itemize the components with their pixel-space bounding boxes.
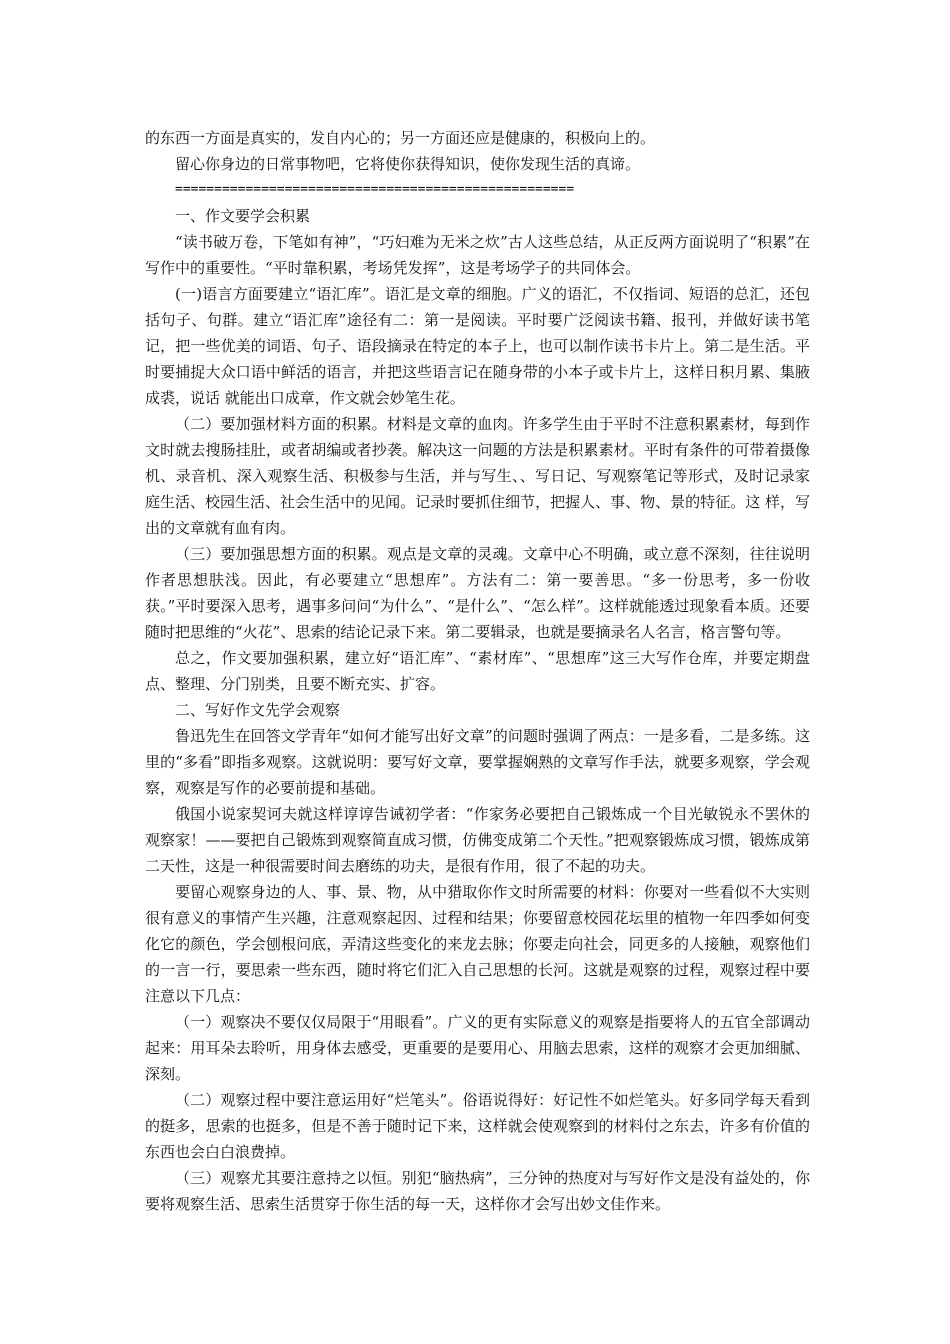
paragraph: （一）观察决不要仅仅局限于“用眼看”。广义的更有实际意义的观察是指要将人的五官全部调动起来：用耳朵去聆听，用身体去感受，更重要的是要用心、用脑去思索，这样的观察才会更加细腻、深刻。: [145, 1013, 810, 1083]
section-heading: 二、写好作文先学会观察: [175, 701, 341, 719]
section-divider: ===================================================: [175, 182, 575, 197]
paragraph: （三）观察尤其要注意持之以恒。别犯“脑热病”，三分钟的热度对与写好作文是没有益处的，你要将观察生活、思索生活贯穿于你生活的每一天，这样你才会写出妙文佳作来。: [145, 1169, 810, 1213]
paragraph: 要留心观察身边的人、事、景、物，从中猎取你作文时所需要的材料：你要对一些看似不大实则很有意义的事情产生兴趣，注意观察起因、过程和结果；你要留意校园花坛里的植物一年四季如何变化它的颜色，学会刨根问底，弄清这些变化的来龙去脉；你要走向社会，同更多的人接触，观察他们的一言一行，要思索一些东西，随时将它们汇入自己思想的长河。这就是观察的过程，观察过程中要注意以下几点：: [145, 883, 810, 1005]
document-page: [145, 125, 810, 1217]
paragraph: 鲁迅先生在回答文学青年“如何才能写出好文章”的问题时强调了两点：一是多看，二是多练。这里的“多看”即指多观察。这就说明：要写好文章，要掌握娴熟的文章写作手法，就要多观察，学会观察，观察是写作的必要前提和基础。: [145, 727, 810, 797]
paragraph: 俄国小说家契诃夫就这样谆谆告诫初学者：“作家务必要把自己锻炼成一个目光敏锐永不罢休的观察家！——要把自己锻炼到观察简直成习惯，仿佛变成第二个天性。”把观察锻炼成习惯，锻炼成第二天性，这是一种很需要时间去磨练的功夫，是很有作用，很了不起的功夫。: [145, 805, 810, 875]
section-heading: 一、作文要学会积累: [175, 207, 311, 225]
paragraph: （二）观察过程中要注意运用好“烂笔头”。俗语说得好：好记性不如烂笔头。好多同学每天看到的挺多，思索的也挺多，但是不善于随时记下来，这样就会使观察到的材料付之东去，许多有价值的东西也会白白浪费掉。: [145, 1091, 810, 1161]
paragraph: (一)语言方面要建立“语汇库”。语汇是文章的细胞。广义的语汇，不仅指词、短语的总汇，还包括句子、句群。建立“语汇库”途径有二：第一是阅读。平时要广泛阅读书籍、报刊，并做好读书笔记，把一些优美的词语、句子、语段摘录在特定的本子上，也可以制作读书卡片上。第二是生活。平时要捕捉大众口语中鲜活的语言，并把这些语言记在随身带的小本子或卡片上，这样日积月累、集腋成裘，说话 就能出口成章，作文就会妙笔生花。: [145, 285, 810, 407]
paragraph: 总之，作文要加强积累，建立好“语汇库”、“素材库”、“思想库”这三大写作仓库，并要定期盘点、整理、分门别类，且要不断充实、扩容。: [145, 649, 810, 693]
paragraph: （三）要加强思想方面的积累。观点是文章的灵魂。文章中心不明确，或立意不深刻，往往说明作者思想肤浅。因此，有必要建立“思想库”。方法有二：第一要善思。“多一份思考，多一份收获。”平时要深入思考，遇事多问问“为什么”、“是什么”、“怎么样”。这样就能透过现象看本质。还要随时把思维的“火花”、思索的结论记录下来。第二要辑录，也就是要摘录名人名言，格言警句等。: [145, 545, 810, 641]
paragraph: “读书破万卷，下笔如有神”，“巧妇难为无米之炊”古人这些总结，从正反两方面说明了“积累”在写作中的重要性。“平时靠积累，考场凭发挥”，这是考场学子的共同体会。: [145, 233, 810, 277]
paragraph-continuation: 的东西一方面是真实的，发自内心的；另一方面还应是健康的，积极向上的。: [145, 129, 656, 147]
paragraph: （二）要加强材料方面的积累。材料是文章的血肉。许多学生由于平时不注意积累素材，每到作文时就去搜肠挂肚，或者胡编或者抄袭。解决这一问题的方法是积累素材。平时有条件的可带着摄像机、录音机、深入观察生活、积极参与生活，并与写生、、写日记、写观察笔记等形式，及时记录家庭生活、校园生活、社会生活中的见闻。记录时要抓住细节，把握人、事、物、景的特征。这 样，写出的文章就有血有肉。: [145, 415, 810, 537]
paragraph: 留心你身边的日常事物吧，它将使你获得知识，使你发现生活的真谛。: [175, 155, 641, 173]
